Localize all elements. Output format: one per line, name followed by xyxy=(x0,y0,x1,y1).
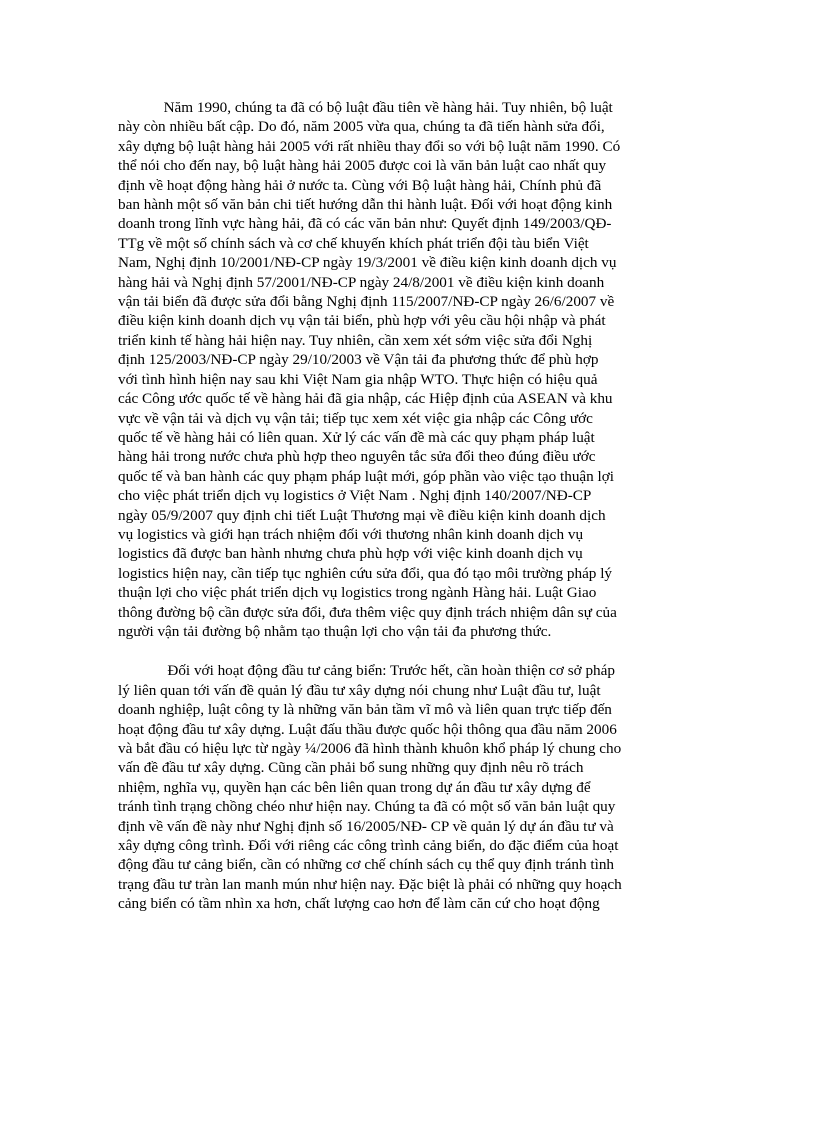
document-page xyxy=(118,98,706,914)
text-line: với tình hình hiện nay sau khi Việt Nam gia nhập WTO. Thực hiện có hiệu quả xyxy=(118,370,598,388)
text-line: cho việc phát triển dịch vụ logistics ở Việt Nam . Nghị định 140/2007/NĐ-CP xyxy=(118,487,592,505)
text-line: triển kinh tế hàng hải hiện nay. Tuy nhiên, cần xem xét sớm việc sửa đổi Nghị xyxy=(118,331,593,349)
text-line: vấn đề đầu tư xây dựng. Cũng cần phải bổ sung những quy định nêu rõ trách xyxy=(118,759,584,777)
text-line: định về hoạt động hàng hải ở nước ta. Cùng với Bộ luật hàng hải, Chính phủ đã xyxy=(118,176,602,194)
text-line: ngày 05/9/2007 quy định chi tiết Luật Thương mại về điều kiện kinh doanh dịch xyxy=(118,506,606,524)
text-line: điều kiện kinh doanh dịch vụ vận tải biển, phù hợp với yêu cầu hội nhập và phát xyxy=(118,312,606,330)
text-line: tránh tình trạng chồng chéo như hiện nay. Chúng ta đã có một số văn bản luật quy xyxy=(118,798,616,816)
text-line: thông đường bộ cần được sửa đổi, đưa thêm việc quy định trách nhiệm dân sự của xyxy=(118,603,617,621)
text-line: xây dựng công trình. Đối với riêng các công trình cảng biển, do đặc điểm của hoạt xyxy=(118,837,619,855)
text-line: Năm 1990, chúng ta đã có bộ luật đầu tiên về hàng hải. Tuy nhiên, bộ luật xyxy=(118,99,613,116)
text-line: hàng hải và Nghị định 57/2001/NĐ-CP ngày 24/8/2001 về điều kiện kinh doanh xyxy=(118,273,605,291)
text-line: lý liên quan tới vấn đề quản lý đầu tư xây dựng nói chung như Luật đầu tư, luật xyxy=(118,681,601,699)
text-line: các Công ước quốc tế về hàng hải đã gia nhập, các Hiệp định của ASEAN và khu xyxy=(118,390,613,408)
text-line: động đầu tư cảng biển, cần có những cơ chế chính sách cụ thể quy định tránh tình xyxy=(118,856,615,874)
text-line: hàng hải trong nước chưa phù hợp theo nguyên tắc sửa đổi theo đúng điều ước xyxy=(118,448,596,466)
text-line: trạng đầu tư tràn lan manh mún như hiện nay. Đặc biệt là phải có những quy hoạch xyxy=(118,875,622,893)
text-line: cảng biển có tầm nhìn xa hơn, chất lượng cao hơn để làm căn cứ cho hoạt động xyxy=(118,895,600,913)
text-line: quốc tế và ban hành các quy phạm pháp luật mới, góp phần vào việc tạo thuận lợi xyxy=(118,467,615,485)
text-line: logistics đã được ban hành nhưng chưa phù hợp với việc kinh doanh dịch vụ xyxy=(118,545,583,563)
text-line: vận tải biển đã được sửa đổi bằng Nghị định 115/2007/NĐ-CP ngày 26/6/2007 về xyxy=(118,293,615,311)
text-line: và bắt đầu có hiệu lực từ ngày ¼/2006 đã hình thành khuôn khổ pháp lý chung cho xyxy=(118,740,622,757)
text-line: vực về vận tải và dịch vụ vận tải; tiếp tục xem xét việc gia nhập các Công ước xyxy=(118,409,593,427)
text-line: TTg về một số chính sách và cơ chế khuyến khích phát triển đội tàu biển Việt xyxy=(118,234,589,252)
text-line: định 125/2003/NĐ-CP ngày 29/10/2003 về Vận tải đa phương thức để phù hợp xyxy=(118,351,599,369)
text-line: định về vấn đề này như Nghị định số 16/2005/NĐ- CP về quản lý dự án đầu tư và xyxy=(118,817,614,835)
text-line: Đối với hoạt động đầu tư cảng biển: Trước hết, cần hoàn thiện cơ sở pháp xyxy=(118,662,615,680)
paragraph-maritime-law xyxy=(118,98,706,641)
text-line: doanh trong lĩnh vực hàng hải, đã có các văn bản như: Quyết định 149/2003/QĐ- xyxy=(118,215,612,233)
text-line: quốc tế về hàng hải có liên quan. Xử lý các vấn đề mà các quy phạm pháp luật xyxy=(118,428,595,446)
text-line: nhiệm, nghĩa vụ, quyền hạn các bên liên quan trong dự án đầu tư xây dựng để xyxy=(118,778,591,796)
paragraph-port-investment xyxy=(118,661,706,913)
text-line: xây dựng bộ luật hàng hải 2005 với rất nhiều thay đổi so với bộ luật năm 1990. Có xyxy=(118,137,621,155)
text-line: logistics hiện nay, cần tiếp tục nghiên cứu sửa đổi, qua đó tạo môi trường pháp lý xyxy=(118,564,613,582)
text-line: ban hành một số văn bản chi tiết hướng dẫn thi hành luật. Đối với hoạt động kinh xyxy=(118,196,613,214)
paragraph-gap xyxy=(118,641,706,661)
text-line: doanh nghiệp, luật công ty là những văn bản tầm vĩ mô và liên quan trực tiếp đến xyxy=(118,701,612,719)
text-line: này còn nhiều bất cập. Do đó, năm 2005 vừa qua, chúng ta đã tiến hành sửa đổi, xyxy=(118,118,605,136)
text-line: thuận lợi cho việc phát triển dịch vụ logistics trong ngành Hàng hải. Luật Giao xyxy=(118,584,597,602)
text-line: thể nói cho đến nay, bộ luật hàng hải 2005 được coi là văn bản luật cao nhất quy xyxy=(118,157,607,175)
text-line: vụ logistics và giới hạn trách nhiệm đối với thương nhân kinh doanh dịch vụ xyxy=(118,525,584,543)
text-line: Nam, Nghị định 10/2001/NĐ-CP ngày 19/3/2001 về điều kiện kinh doanh dịch vụ xyxy=(118,254,617,272)
text-line: hoạt động đầu tư xây dựng. Luật đấu thầu được quốc hội thông qua đầu năm 2006 xyxy=(118,720,617,738)
text-line: người vận tải đường bộ nhằm tạo thuận lợi cho vận tải đa phương thức. xyxy=(118,622,552,640)
